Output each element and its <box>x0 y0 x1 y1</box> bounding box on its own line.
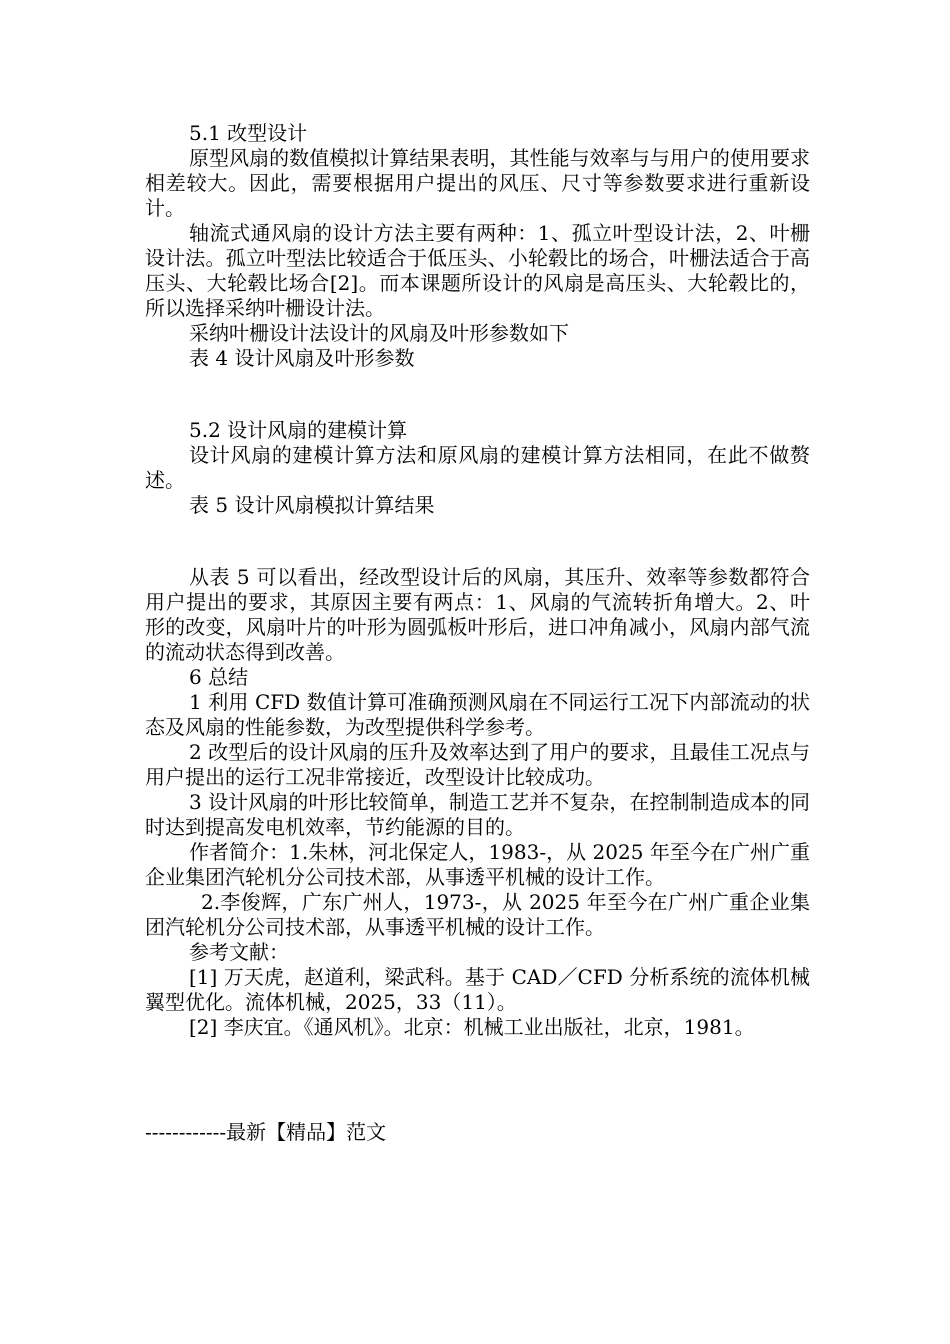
table-5-caption: 表 5 设计风扇模拟计算结果 <box>189 493 435 517</box>
references-title: 参考文献： <box>189 940 289 964</box>
section-6-title: 6 总结 <box>189 665 249 689</box>
section-5-1-paragraph-1: 原型风扇的数值模拟计算结果表明，其性能与效率与与用户的使用要求相差较大。因此，需要根据用户提出的风压、尺寸等参数要求进行重新设计。 <box>145 146 810 220</box>
section-5-1-paragraph-3: 采纳叶栅设计法设计的风扇及叶形参数如下 <box>189 321 569 345</box>
conclusion-item-3: 3 设计风扇的叶形比较简单，制造工艺并不复杂，在控制制造成本的同时达到提高发电机效率，节约能源的目的。 <box>145 790 810 839</box>
section-5-2-paragraph-1: 设计风扇的建模计算方法和原风扇的建模计算方法相同，在此不做赘述。 <box>145 443 810 492</box>
table-4-placeholder <box>145 371 810 418</box>
page-footer: ------------最新【精品】范文 <box>145 1120 387 1144</box>
section-5-2-title: 5.2 设计风扇的建模计算 <box>189 418 408 442</box>
conclusion-item-2: 2 改型后的设计风扇的压升及效率达到了用户的要求，且最佳工况点与用户提出的运行工况非常接近，改型设计比较成功。 <box>145 740 810 789</box>
reference-1: [1] 万天虎，赵道利，梁武科。基于 CAD／CFD 分析系统的流体机械翼型优化。流体机械，2025，33（11）。 <box>145 965 810 1014</box>
analysis-paragraph: 从表 5 可以看出，经改型设计后的风扇，其压升、效率等参数都符合用户提出的要求，其原因主要有两点：1、风扇的气流转折角增大。2、叶形的改变，风扇叶片的叶形为圆弧板叶形后，进口冲角减小，风扇内部气流的流动状态得到改善。 <box>145 565 810 664</box>
section-5-1-title: 5.1 改型设计 <box>189 121 308 145</box>
author-intro-2: 2.李俊辉，广东广州人，1973-，从 2025 年至今在广州广重企业集团汽轮机分公司技术部，从事透平机械的设计工作。 <box>145 890 810 939</box>
document-body <box>145 121 810 1040</box>
table-4-caption: 表 4 设计风扇及叶形参数 <box>189 346 415 370</box>
conclusion-item-1: 1 利用 CFD 数值计算可准确预测风扇在不同运行工况下内部流动的状态及风扇的性能参数，为改型提供科学参考。 <box>145 690 810 739</box>
table-5-placeholder <box>145 518 810 565</box>
reference-2: [2] 李庆宜。《通风机》。北京：机械工业出版社，北京，1981。 <box>189 1015 755 1039</box>
author-intro-1: 作者简介：1.朱林，河北保定人，1983-，从 2025 年至今在广州广重企业集团汽轮机分公司技术部，从事透平机械的设计工作。 <box>145 840 810 889</box>
section-5-1-paragraph-2: 轴流式通风扇的设计方法主要有两种：1、孤立叶型设计法，2、叶栅设计法。孤立叶型法比较适合于低压头、小轮毂比的场合，叶栅法适合于高压头、大轮毂比场合[2]。而本课题所设计的风扇是高压头、大轮毂比的，所以选择采纳叶栅设计法。 <box>145 221 810 320</box>
